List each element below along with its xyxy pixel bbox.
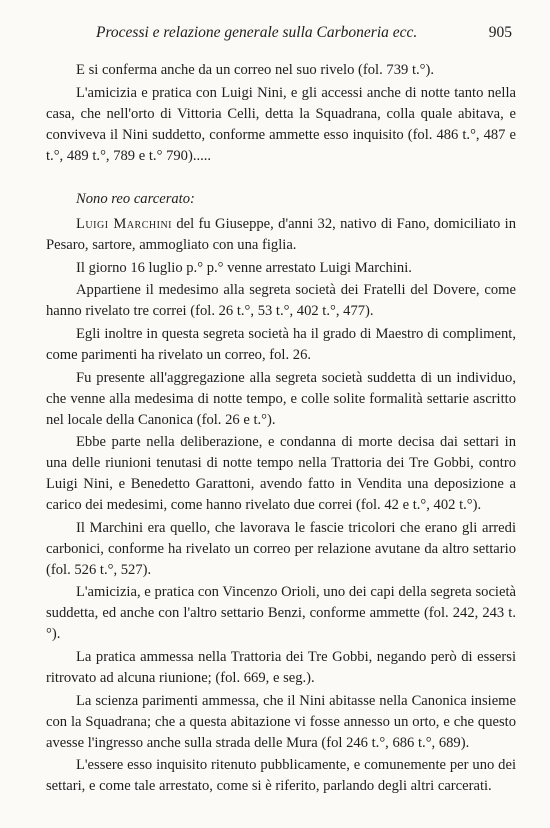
page-number: 905 [488, 24, 512, 41]
paragraph: L'amicizia, e pratica con Vincenzo Orioli, uno dei capi della segreta società suddetta, ed anche con l'altro settario Benzi, conforme ammette (fol. 242, 243 t.°). [46, 584, 516, 643]
paragraph: Il Marchini era quello, che lavorava le fascie tricolori che erano gli arredi carbonici, conforme ha rivelato un correo per relazione avutane da altro settario (fol. 526 t.°, 527). [46, 519, 516, 578]
defendant-name: Luigi Marchini [76, 216, 173, 233]
paragraph: La scienza parimenti ammessa, che il Nini abitasse nella Canonica insieme con la Squadrana; che a questa abitazione vi fosse annesso un orto, e che questo avesse l'ingresso anche sulla strada delle Mura (fol 246 t.°, 686 t.°, 689). [46, 692, 516, 751]
paragraph: La pratica ammessa nella Trattoria dei Tre Gobbi, negando però di essersi ritrovato ad alcuna riunione; (fol. 669, e seg.). [46, 648, 516, 686]
defendant-intro [46, 214, 516, 256]
paragraph: Fu presente all'aggregazione alla segreta società suddetta di un individuo, che venne alla medesima di notte tempo, e colle solite formalità settarie ascritto nel locale della Canonica (fol. 26 e t.°). [46, 369, 516, 428]
paragraph: E si conferma anche da un correo nel suo rivelo (fol. 739 t.°). [76, 62, 434, 78]
paragraph: Il giorno 16 luglio p.° p.° venne arrestato Luigi Marchini. [76, 259, 412, 276]
body-text [46, 60, 516, 799]
paragraph: L'essere esso inquisito ritenuto pubblicamente, e comunemente per uno dei settari, e come tale arrestato, come si è riferito, parlando degli altri carcerati. [46, 757, 516, 795]
paragraph: Ebbe parte nella deliberazione, e condanna di morte decisa dai settari in una delle riunioni tenutasi di notte tempo nella Trattoria dei Tre Gobbi, contro Luigi Nini, e Benedetto Garattoni, avendo fatto in Vendita una deposizione a carico dei medesimi, come hanno rivelato due correi (fol. 42 e t.°, 402 t.°). [46, 434, 516, 514]
section-heading: Nono reo carcerato: [76, 191, 195, 208]
defendant-details: del fu Giuseppe, d'anni 32, nativo di Fano, domiciliato in Pesaro, sartore, ammogliato con una figlia. [46, 216, 516, 254]
paragraph: Egli inoltre in questa segreta società ha il grado di Maestro di compliment, come parimenti ha rivelato un correo, fol. 26. [46, 325, 516, 363]
running-title: Processi e relazione generale sulla Carboneria ecc. [96, 24, 418, 41]
paragraph: Appartiene il medesimo alla segreta società dei Fratelli del Dovere, come hanno rivelato tre correi (fol. 26 t.°, 53 t.°, 402 t.°, 477). [46, 282, 516, 320]
paragraph: L'amicizia e pratica con Luigi Nini, e gli accessi anche di notte tanto nella casa, che nell'orto di Vittoria Celli, detta la Squadrana, colla quale abitava, e conviveva il Nini suddetto, conforme ammette esso inquisito (fol. 486 t.°, 487 e t.°, 489 t.°, 789 e t.° 790)..... [46, 84, 516, 164]
page-header [96, 24, 512, 42]
